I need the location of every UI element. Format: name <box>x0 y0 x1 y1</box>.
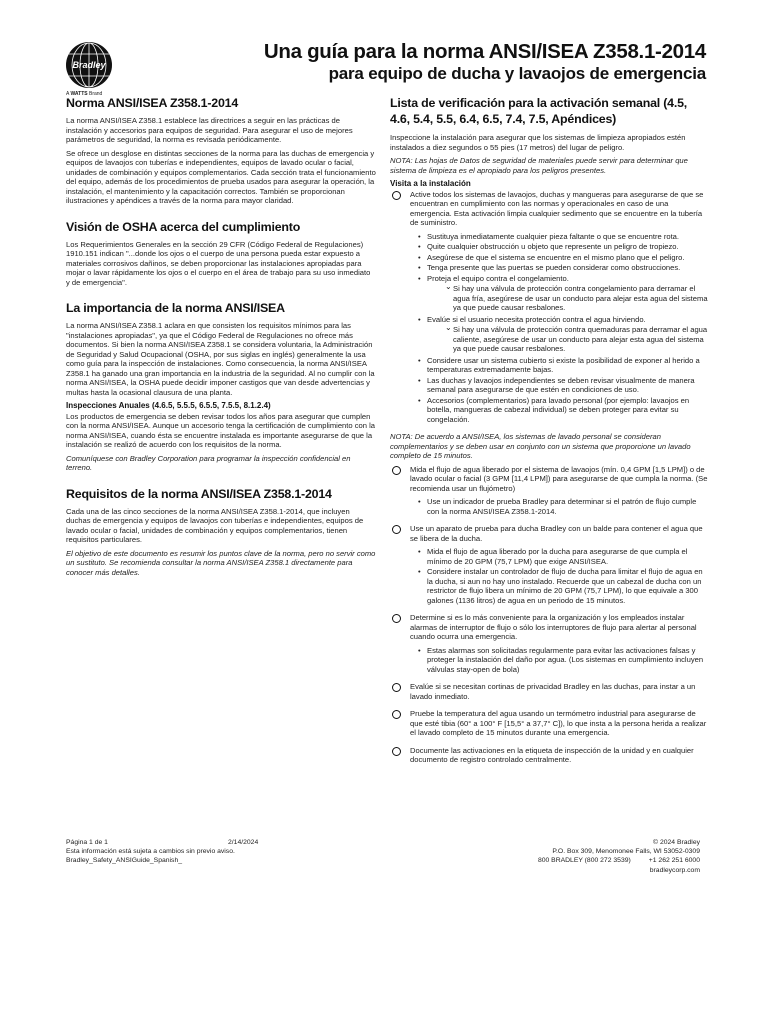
list-item: • Proteja el equipo contra el congelamiento. ⌄ Si hay una válvula de protección contra congelamiento para derramar el agua fría, asegúrese de usar un conducto para alejar esta agua del sistema ya que puede causar resbalones. <box>418 274 710 313</box>
bullet-list <box>418 547 710 605</box>
checkbox-circle-icon <box>392 466 401 475</box>
visit-heading: Visita a la instalación <box>390 179 471 188</box>
checkbox-circle-icon <box>392 710 401 719</box>
left-column <box>66 96 376 591</box>
document-name: Bradley_Safety_ANSIGuide_Spanish_ <box>66 857 182 865</box>
phone-tollfree: 800 BRADLEY (800 272 3539) <box>537 857 631 865</box>
website-link[interactable]: bradleycorp.com <box>649 866 700 874</box>
sub-list <box>445 284 710 313</box>
paragraph: La norma ANSI/ISEA Z358.1 establece las directrices a seguir en las prácticas de instalación y accesorios para equipos de seguridad. Para asegurar el uso de mejores parámetros de seguridad, la norma es revisada periódicamente. <box>66 116 353 144</box>
section-importancia <box>66 301 376 473</box>
footer-right <box>400 838 700 875</box>
checklist-item <box>390 524 710 605</box>
disclaimer-note: El objetivo de este documento es resumir los puntos clave de la norma, pero no servir como un sustituto. Se recomienda consultar la norma ANSI/ISEA Z358.1 directamente para conocer más detalles. <box>66 548 376 577</box>
subsection-heading: Inspecciones Anuales (4.6.5, 5.5.5, 6.5.5, 7.5.5, 8.1.2.4) <box>66 401 271 410</box>
copyright: © 2024 Bradley <box>653 839 700 846</box>
checklist-item <box>390 682 710 701</box>
paragraph: Inspeccione la instalación para asegurar que los sistemas de limpieza apropiados estén instalados a diez segundos o 55 pies (17 metros) del lugar de peligro. <box>390 133 686 152</box>
note: NOTA: De acuerdo a ANSI/ISEA, los sistemas de lavado personal se consideran complementarios y se deben usar en conjunto con un sistema que proporcione un lavado completo de 15 minutos. <box>390 432 691 460</box>
checklist-text: Determine si es lo más conveniente para la organización y los empleados instalar alarmas de interruptor de flujo o sólo los interruptores de flujo para alertar al personal cuando ocurra una emergencia. <box>410 613 697 641</box>
paragraph: Cada una de las cinco secciones de la norma ANSI/ISEA Z358.1-2014, que incluyen duchas de emergencia y equipos de lavaojos con tuberías e independientes, equipos de lavado ocular o facial, unidades de combinación y equipos complementarios, tienen requisitos particulares. <box>66 506 364 544</box>
checklist-heading: Lista de verificación para la activación semanal (4.5, 4.6, 5.4, 5.5, 6.4, 6.5, 7.4, 7.5, Apéndices) <box>390 96 688 126</box>
logo-wordmark: Bradley <box>72 60 106 70</box>
checkbox-circle-icon <box>392 191 401 200</box>
sub-list-item: ⌄ Si hay una válvula de protección contra quemaduras para derramar el agua caliente, asegúrese de usar un conducto para alejar esta agua del sistema ya que puede causar resbalones. <box>445 325 710 354</box>
checkbox-circle-icon <box>392 683 401 692</box>
checklist-item <box>390 613 710 674</box>
paragraph: Los productos de emergencia se deben revisar todos los años para asegurar que cumplen con la norma ANSI/ISEA. Aunque un accesorio tenga la certificación de cumplimiento con la norma ANSI/ISEA, cuando ésta se encuentre instalada es importante asegurarse de que la instalación se realizó de acuerdo con los requisitos de la norma. <box>66 411 375 449</box>
document-date: 2/14/2024 <box>228 839 259 846</box>
checklist-item <box>390 465 710 517</box>
section-heading: La importancia de la norma ANSI/ISEA <box>66 301 285 315</box>
section-norma <box>66 96 376 206</box>
bullet-list <box>418 232 710 425</box>
checklist-item <box>390 746 710 765</box>
section-requisitos <box>66 487 376 578</box>
list-item: • Quite cualquier obstrucción u objeto que represente un peligro de tropiezo. <box>418 242 710 252</box>
sub-list <box>445 325 710 354</box>
checklist-text: Evalúe si se necesitan cortinas de privacidad Bradley en las duchas, para instar a un lavado inmediato. <box>410 682 696 701</box>
checkbox-circle-icon <box>392 614 401 623</box>
list-item: • Accesorios (complementarios) para lavado personal (por ejemplo: lavaojos en botella, mangueras de cabezal individual) se deben proteger para evitar su congelación. <box>418 396 710 425</box>
watts-brand-tag: A WATTS Brand <box>66 91 103 97</box>
checkbox-circle-icon <box>392 525 401 534</box>
bradley-logo <box>66 42 112 97</box>
change-disclaimer: Esta información está sujeta a cambios sin previo aviso. <box>66 848 235 856</box>
page-number: Página 1 de 1 <box>66 839 108 846</box>
note: NOTA: Las hojas de Datos de seguridad de materiales puede servir para determinar que sistema de limpieza es el apropiado para los peligros presentes. <box>390 156 688 175</box>
checklist-item <box>390 190 710 425</box>
address: P.O. Box 309, Menomonee Falls, WI 53052-0309 <box>552 848 700 856</box>
page-subtitle: para equipo de ducha y lavaojos de emergencia <box>328 64 706 83</box>
list-item: • Evalúe si el usuario necesita protección contra el agua hirviendo. ⌄ Si hay una válvula de protección contra quemaduras para derramar el agua caliente, asegúrese de usar un conducto para alejar esta agua del sistema ya que puede causar resbalones. <box>418 315 710 354</box>
list-item: • Considere instalar un controlador de flujo de ducha para limitar el flujo de agua en la ducha, si aun no hay uno instalado. Recuerde que un cabezal de ducha con un restrictor de flujo libera un mínimo de 20 GPM (75,7 LPM), lo que equivale a 300 galones (1136 litros) de agua en un periodo de 15 minutos. <box>418 567 710 605</box>
list-item: • Use un indicador de prueba Bradley para determinar si el patrón de flujo cumple con la norma ANSI/ISEA Z358.1-2014. <box>418 497 710 516</box>
checkbox-circle-icon <box>392 747 401 756</box>
list-item: • Estas alarmas son solicitadas regularmente para evitar las activaciones falsas y proteger la instalación del daño por agua. (Los sistemas en cumplimiento incluyen válvulas stay-open de bola) <box>418 646 710 675</box>
bullet-list <box>418 646 710 675</box>
section-heading: Requisitos de la norma ANSI/ISEA Z358.1-2014 <box>66 486 332 501</box>
checklist-text: Mida el flujo de agua liberado por el sistema de lavaojos (mín. 0,4 GPM [1,5 LPM]) o de lavado ocular o facial (3 GPM [11,4 LPM]) para asegurarse de que cumpla la norma. (Se recomienda usar un flujómetro) <box>410 464 708 493</box>
page-info-row <box>66 838 366 847</box>
paragraph: Los Requerimientos Generales en la sección 29 CFR (Código Federal de Regulaciones) 1910.151 indican "...donde los ojos o el cuerpo de una persona pueda estar expuesto a materiales corrosivos dañinos, se deben proporcionar las instalaciones apropiadas para mojar o lavar rápidamente los ojos o el cuerpo en el área de trabajo para su uso inmediato y de emergencia". <box>66 239 371 287</box>
phone-intl: +1 262 251 6000 <box>648 857 700 865</box>
list-item: • Considere usar un sistema cubierto si existe la posibilidad de exponer al herido a temperaturas extremadamente bajas. <box>418 356 710 375</box>
section-heading: Norma ANSI/ISEA Z358.1-2014 <box>66 96 239 110</box>
sub-list-item: ⌄ Si hay una válvula de protección contra congelamiento para derramar el agua fría, asegúrese de usar un conducto para alejar esta agua del sistema ya que puede causar resbalones. <box>445 284 710 313</box>
checklist-item <box>390 709 710 738</box>
paragraph: Se ofrece un desglose en distintas secciones de la norma para las duchas de emergencia y equipos de lavaojos con tuberías e independientes, equipos de lavado ocular o facial, unidades de combinación y equipos complementarios. Cada sección trata el funcionamiento del equipo, además de los procedimientos de prueba usados para asegurar la operación, la instalación, el mantenimiento y la capacitación correctos. También se proporcionan ilustraciones y apéndices a través de la norma para mayor claridad. <box>66 148 376 205</box>
section-heading: Visión de OSHA acerca del cumplimiento <box>66 219 301 234</box>
page-title: Una guía para la norma ANSI/ISEA Z358.1-2014 <box>263 40 706 63</box>
checklist-text: Active todos los sistemas de lavaojos, duchas y mangueras para asegurarse de que se encuentran en cumplimiento con las normas y operacionales en caso de una emergencia. Esta activación limpia cualquier sedimento que se encuentre en la tubería de suministro. <box>410 189 704 227</box>
footer-left <box>66 838 366 866</box>
section-osha <box>66 220 376 288</box>
globe-logo-icon <box>66 42 112 88</box>
list-item: • Asegúrese de que el sistema se encuentre en el mismo plano que el peligro. <box>418 253 710 263</box>
list-item: • Mida el flujo de agua liberado por la ducha para asegurarse de que cumpla el mínimo de 20 GPM (75,7 LPM) que exige ANSI/ISEA. <box>418 547 710 566</box>
list-item: • Tenga presente que las puertas se pueden considerar como obstrucciones. <box>418 263 710 273</box>
checklist-text: Documente las activaciones en la etiqueta de inspección de la unidad y en cualquier documento de registro controlado centralmente. <box>410 745 694 764</box>
right-column <box>390 96 710 773</box>
checklist-text: Use un aparato de prueba para ducha Bradley con un balde para contener el agua que se libera de la ducha. <box>410 524 703 543</box>
bullet-list <box>418 497 710 516</box>
list-item: • Sustituya inmediatamente cualquier pieza faltante o que se encuentre rota. <box>418 232 710 242</box>
list-item: • Las duchas y lavaojos independientes se deben revisar visualmente de manera semanal para asegurarse de que estén en condiciones de uso. <box>418 376 710 395</box>
contact-note: Comuníquese con Bradley Corporation para programar la inspección confidencial en terreno. <box>66 453 351 472</box>
document-title <box>264 40 706 84</box>
phone-row <box>400 856 700 865</box>
paragraph: La norma ANSI/ISEA Z358.1 aclara en que consisten los requisitos mínimos para las "instalaciones apropiadas", ya que el Código Federal de Regulaciones no ofrece más documentos. Si bien la norma ANSI/ISEA Z358.1 se considera voluntaria, la Administración de Seguridad y Salud Ocupacional (OSHA, por sus siglas en inglés) generalmente la usa como guía para la inspección de instalaciones. Como consecuencia, la norma ANSI/ISEA Z358.1 ha ganado una gran importancia en la industria de la seguridad. Al no cumplir con la norma ANSI/ISEA, la OSHA puede decidir imponer castigos que van desde advertencias y multas hasta la ocasional clausura de una planta. <box>66 321 375 397</box>
checklist-text: Pruebe la temperatura del agua usando un termómetro industrial para asegurarse de que esté tibia (60° a 100° F [15,5° a 37,7° C]), lo que insta a la persona herida a realizar el lavado completo de 15 minutos durante una emergencia. <box>410 709 707 737</box>
